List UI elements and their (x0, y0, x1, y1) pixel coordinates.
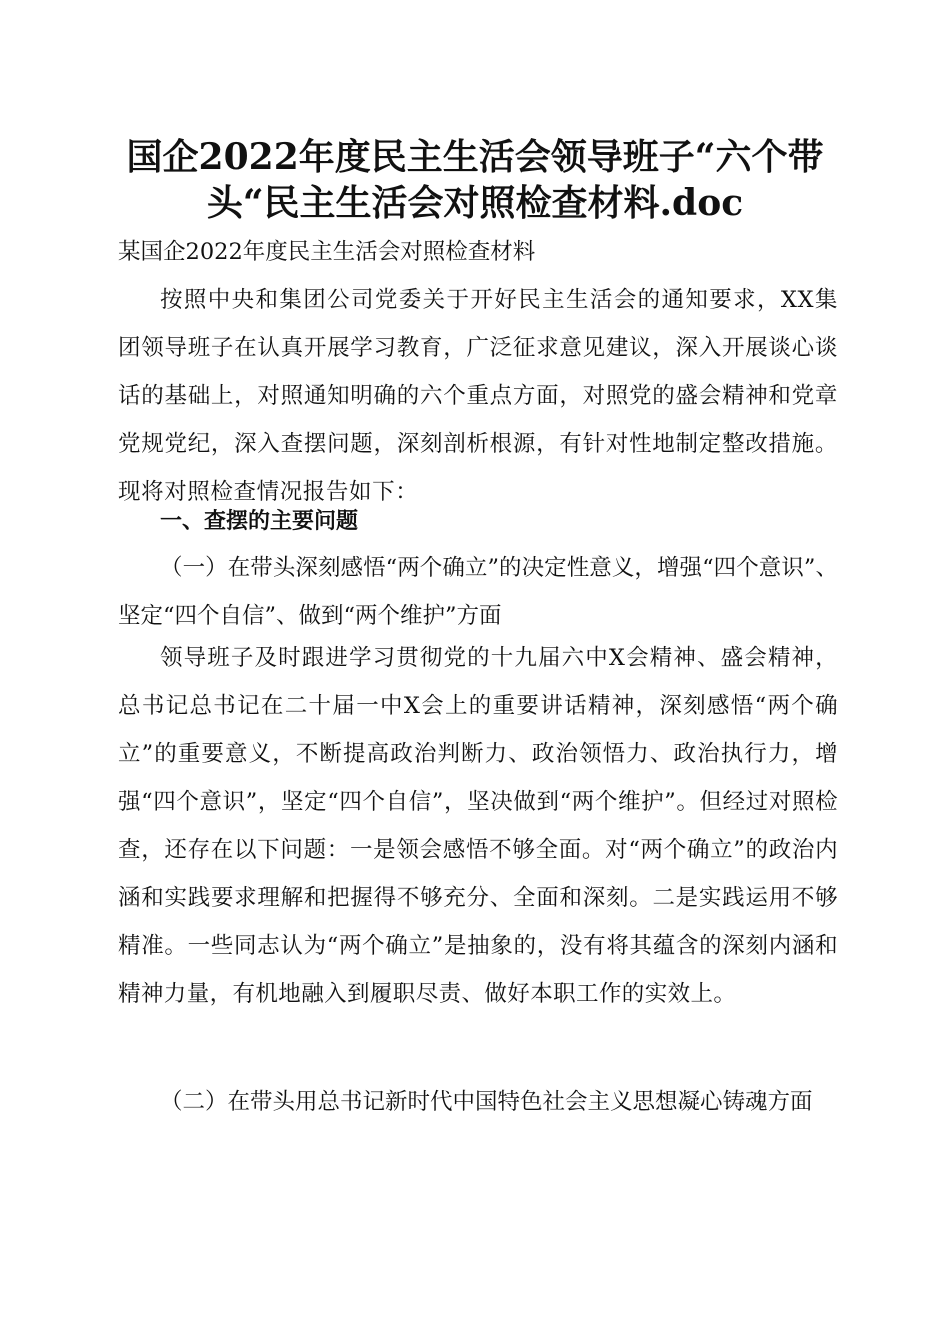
document-subtitle: 某国企2022年度民主生活会对照检查材料 (118, 239, 536, 265)
document-title (100, 134, 850, 226)
subsection-1-paragraph: 领导班子及时跟进学习贯彻党的十九届六中X会精神、盛会精神，总书记总书记在二十届一中X会上的重要讲话精神，深刻感悟“两个确立”的重要意义，不断提高政治判断力、政治领悟力、政治执行力，增强“四个意识”，坚定“四个自信”，坚决做到“两个维护”。但经过对照检查，还存在以下问题：一是领会感悟不够全面。对“两个确立”的政治内涵和实践要求理解和把握得不够充分、全面和深刻。二是实践运用不够精准。一些同志认为“两个确立”是抽象的，没有将其蕴含的深刻内涵和精神力量，有机地融入到履职尽责、做好本职工作的实效上。 (118, 645, 838, 1007)
intro-paragraph: 按照中央和集团公司党委关于开好民主生活会的通知要求，XX集团领导班子在认真开展学习教育，广泛征求意见建议，深入开展谈心谈话的基础上，对照通知明确的六个重点方面，对照党的盛会精神和党章党规党纪，深入查摆问题，深刻剖析根源，有针对性地制定整改措施。现将对照检查情况报告如下： (118, 287, 838, 505)
document-title-line-2: 头“民主生活会对照检查材料.doc (206, 182, 744, 224)
section-heading-main-problems: 一、查摆的主要问题 (160, 509, 359, 534)
document-title-line-1: 国企2022年度民主生活会领导班子“六个带 (126, 136, 824, 178)
subsection-heading-1: （一）在带头深刻感悟“两个确立”的决定性意义，增强“四个意识”、坚定“四个自信”、做到“两个维护”方面 (118, 555, 838, 629)
subsection-heading-2: （二）在带头用总书记新时代中国特色社会主义思想凝心铸魂方面 (160, 1089, 813, 1115)
